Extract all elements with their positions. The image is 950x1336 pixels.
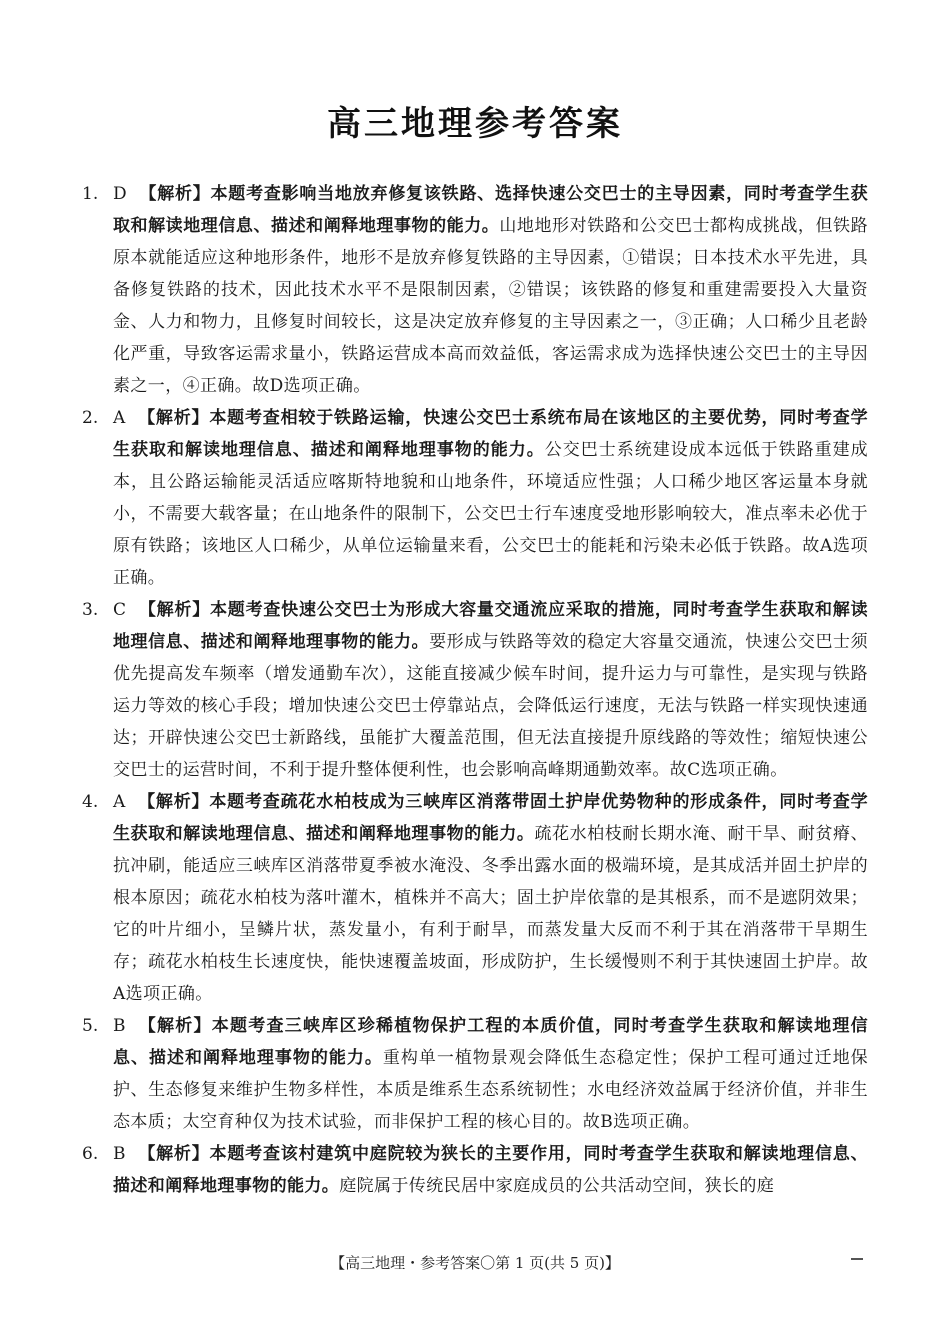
analysis-tag: 【解析】 [139, 184, 211, 204]
answer-number: 4. [82, 792, 99, 812]
answer-text [113, 594, 868, 786]
answer-text [113, 1010, 868, 1138]
analysis-body: 公交巴士系统建设成本远低于铁路重建成本，且公路运输能灵活适应喀斯特地貌和山地条件，环境适应性强；人口稀少地区客运量本身就小，不需要大载客量；在山地条件的限制下，公交巴士行车速度受地形影响较大，准点率未必优于原有铁路；该地区人口稀少，从单位运输量来看，公交巴士的能耗和污染未必低于铁路。故A选项正确。 [113, 440, 868, 588]
answer-item-6 [82, 1138, 868, 1202]
analysis-tag: 【解析】 [137, 1144, 210, 1164]
answer-number: 5. [82, 1016, 99, 1036]
analysis-lead: 本题考查三峡库区珍稀植物保护工程的本质价值，同时考查学生获取和解读地理信息、描述和阐释地理事物的能力。 [113, 1016, 868, 1068]
answer-choice: C [113, 600, 127, 620]
analysis-body: 疏花水柏枝耐长期水淹、耐干旱、耐贫瘠、抗冲刷，能适应三峡库区消落带夏季被水淹没、冬季出露水面的极端环境，是其成活并固土护岸的根本原因；疏花水柏枝为落叶灌木，植株并不高大；固土护岸依靠的是其根系，而不是遮阴效果；它的叶片细小，呈鳞片状，蒸发量小，有利于耐旱，而蒸发量大反而不利于其在消落带干旱期生存；疏花水柏枝生长速度快，能快速覆盖坡面，形成防护，生长缓慢则不利于其快速固土护岸。故A选项正确。 [113, 824, 868, 1004]
answer-number: 6. [82, 1144, 99, 1164]
analysis-lead: 本题考查疏花水柏枝成为三峡库区消落带固土护岸优势物种的形成条件，同时考查学生获取和解读地理信息、描述和阐释地理事物的能力。 [113, 792, 868, 844]
answer-text [113, 786, 868, 1010]
answer-text [113, 178, 868, 402]
answer-item-4 [82, 786, 868, 1010]
analysis-tag: 【解析】 [138, 600, 210, 620]
answer-number: 3. [82, 600, 99, 620]
answer-text [113, 402, 868, 594]
analysis-tag: 【解析】 [137, 1016, 212, 1036]
analysis-lead: 本题考查影响当地放弃修复该铁路、选择快速公交巴士的主导因素，同时考查学生获取和解读地理信息、描述和阐释地理事物的能力。 [113, 184, 868, 236]
analysis-lead: 本题考查该村建筑中庭院较为狭长的主要作用，同时考查学生获取和解读地理信息、描述和阐释地理事物的能力。 [113, 1144, 868, 1196]
answer-choice: A [113, 792, 126, 812]
analysis-tag: 【解析】 [137, 792, 210, 812]
page-title: 高三地理参考答案 [327, 104, 623, 144]
answer-item-2 [82, 402, 868, 594]
analysis-tag: 【解析】 [137, 408, 210, 428]
analysis-body: 山地地形对铁路和公交巴士都构成挑战，但铁路原本就能适应这种地形条件，地形不是放弃修复铁路的主导因素，①错误；日本技术水平先进，具备修复铁路的技术，因此技术水平不是限制因素，②错误；该铁路的修复和重建需要投入大量资金、人力和物力，且修复时间较长，这是决定放弃修复的主导因素之一，③正确；人口稀少且老龄化严重，导致客运需求量小，铁路运营成本高而效益低，客运需求成为选择快速公交巴士的主导因素之一，④正确。故D选项正确。 [113, 216, 868, 396]
answer-choice: D [113, 184, 128, 204]
analysis-lead: 本题考查快速公交巴士为形成大容量交通流应采取的措施，同时考查学生获取和解读地理信息、描述和阐释地理事物的能力。 [113, 600, 868, 652]
analysis-body: 庭院属于传统民居中家庭成员的公共活动空间，狭长的庭 [339, 1176, 775, 1196]
answer-item-3 [82, 594, 868, 786]
answer-number: 2. [82, 408, 99, 428]
analysis-body: 重构单一植物景观会降低生态稳定性；保护工程可通过迁地保护、生态修复来维护生物多样性，本质是维系生态系统韧性；水电经济效益属于经济价值，并非生态本质；太空育种仅为技术试验，而非保护工程的核心目的。故B选项正确。 [113, 1048, 868, 1132]
page-footer: 【高三地理・参考答案〇第 1 页(共 5 页)】 [330, 1254, 620, 1272]
answer-choice: B [113, 1016, 126, 1036]
answer-text [113, 1138, 868, 1202]
answer-choice: B [113, 1144, 126, 1164]
answer-item-1 [82, 178, 868, 402]
answer-item-5 [82, 1010, 868, 1138]
analysis-lead: 本题考查相较于铁路运输，快速公交巴士系统布局在该地区的主要优势，同时考查学生获取和解读地理信息、描述和阐释地理事物的能力。 [113, 408, 868, 460]
footer-dash-mark [851, 1258, 863, 1260]
answer-list [82, 178, 868, 1202]
answer-choice: A [113, 408, 126, 428]
answer-number: 1. [82, 184, 99, 204]
analysis-body: 要形成与铁路等效的稳定大容量交通流，快速公交巴士须优先提高发车频率（增发通勤车次），这能直接减少候车时间，提升运力与可靠性，是实现与铁路运力等效的核心手段；增加快速公交巴士停靠站点，会降低运行速度，无法与铁路一样实现快速通达；开辟快速公交巴士新路线，虽能扩大覆盖范围，但无法直接提升原线路的等效性；缩短快速公交巴士的运营时间，不利于提升整体便利性，也会影响高峰期通勤效率。故C选项正确。 [113, 632, 869, 780]
